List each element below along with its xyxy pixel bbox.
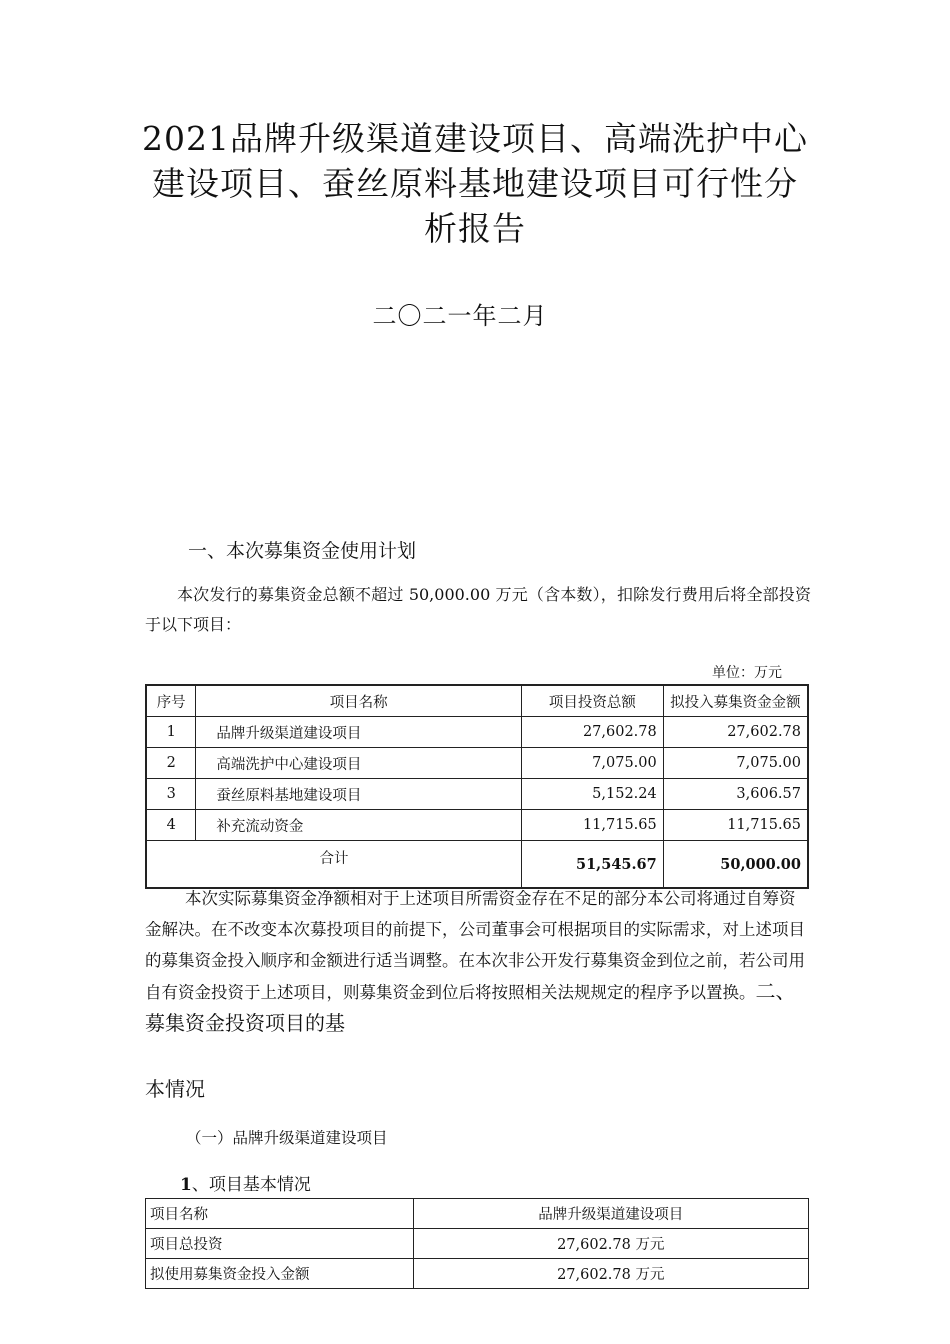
table-row (146, 779, 808, 810)
project-total: 11,715.65 (521, 810, 663, 841)
sum-label: 合计 (146, 841, 521, 889)
info-label: 拟使用募集资金投入金额 (146, 1259, 414, 1289)
project-total: 7,075.00 (521, 748, 663, 779)
header-cell: 拟投入募集资金金额 (663, 685, 808, 717)
project-info-table (145, 1198, 809, 1289)
table-header-row (146, 685, 808, 717)
info-row (146, 1199, 809, 1229)
row-number: 1 (146, 717, 196, 748)
fund-plan-table (145, 684, 809, 889)
project-raised: 27,602.78 (663, 717, 808, 748)
project-name: 品牌升级渠道建设项目 (196, 717, 522, 748)
info-label: 项目名称 (146, 1199, 414, 1229)
section-heading: 一、本次募集资金使用计划 (188, 540, 417, 562)
unit-label: 单位：万元 (712, 665, 782, 681)
project-name: 补充流动资金 (196, 810, 522, 841)
next-section-heading-end: 本情况 (145, 1077, 205, 1101)
row-number: 4 (146, 810, 196, 841)
table-sum-row (146, 841, 808, 889)
document-title: 2021品牌升级渠道建设项目、高端洗护中心建设项目、蚕丝原料基地建设项目可行性分析报告 (142, 119, 808, 248)
item-heading-number: 1 (180, 1175, 192, 1195)
info-label: 项目总投资 (146, 1229, 414, 1259)
project-raised: 7,075.00 (663, 748, 808, 779)
document-date: 二〇二一年二月 (372, 302, 548, 330)
project-raised: 3,606.57 (663, 779, 808, 810)
table-row (146, 748, 808, 779)
adjustment-paragraph (145, 883, 811, 1040)
project-name: 高端洗护中心建设项目 (196, 748, 522, 779)
info-row (146, 1259, 809, 1289)
item-heading-text: 、项目基本情况 (191, 1175, 311, 1195)
header-cell: 项目投资总额 (521, 685, 663, 717)
info-value: 品牌升级渠道建设项目 (413, 1199, 808, 1229)
adjustment-text: 本次实际募集资金净额相对于上述项目所需资金存在不足的部分本公司将通过自筹资金解决。在不改变本次募投项目的前提下，公司董事会可根据项目的实际需求，对上述项目的募集资金投入顺序和金额进行适当调整。在本次非公开发行募集资金到位之前，若公司用自有资金投资于上述项目，则募集资金到位后将按照相关法规规定的程序予以置换。 (145, 889, 805, 1002)
project-total: 5,152.24 (521, 779, 663, 810)
intro-paragraph: 本次发行的募集资金总额不超过 50,000.00 万元（含本数），扣除发行费用后将全部投资于以下项目： (145, 585, 811, 634)
info-value: 27,602.78 万元 (413, 1229, 808, 1259)
project-name: 蚕丝原料基地建设项目 (196, 779, 522, 810)
item-heading (180, 1170, 311, 1195)
info-value: 27,602.78 万元 (413, 1259, 808, 1289)
table-row (146, 810, 808, 841)
sum-total: 51,545.67 (521, 841, 663, 889)
header-cell: 项目名称 (196, 685, 522, 717)
project-total: 27,602.78 (521, 717, 663, 748)
info-row (146, 1229, 809, 1259)
table-row (146, 717, 808, 748)
subsection-heading: （一）品牌升级渠道建设项目 (186, 1129, 388, 1147)
next-section-heading-start: 二、募集资金投资项目的基 (145, 979, 796, 1035)
row-number: 3 (146, 779, 196, 810)
header-cell: 序号 (146, 685, 196, 717)
sum-raised: 50,000.00 (663, 841, 808, 889)
row-number: 2 (146, 748, 196, 779)
project-raised: 11,715.65 (663, 810, 808, 841)
